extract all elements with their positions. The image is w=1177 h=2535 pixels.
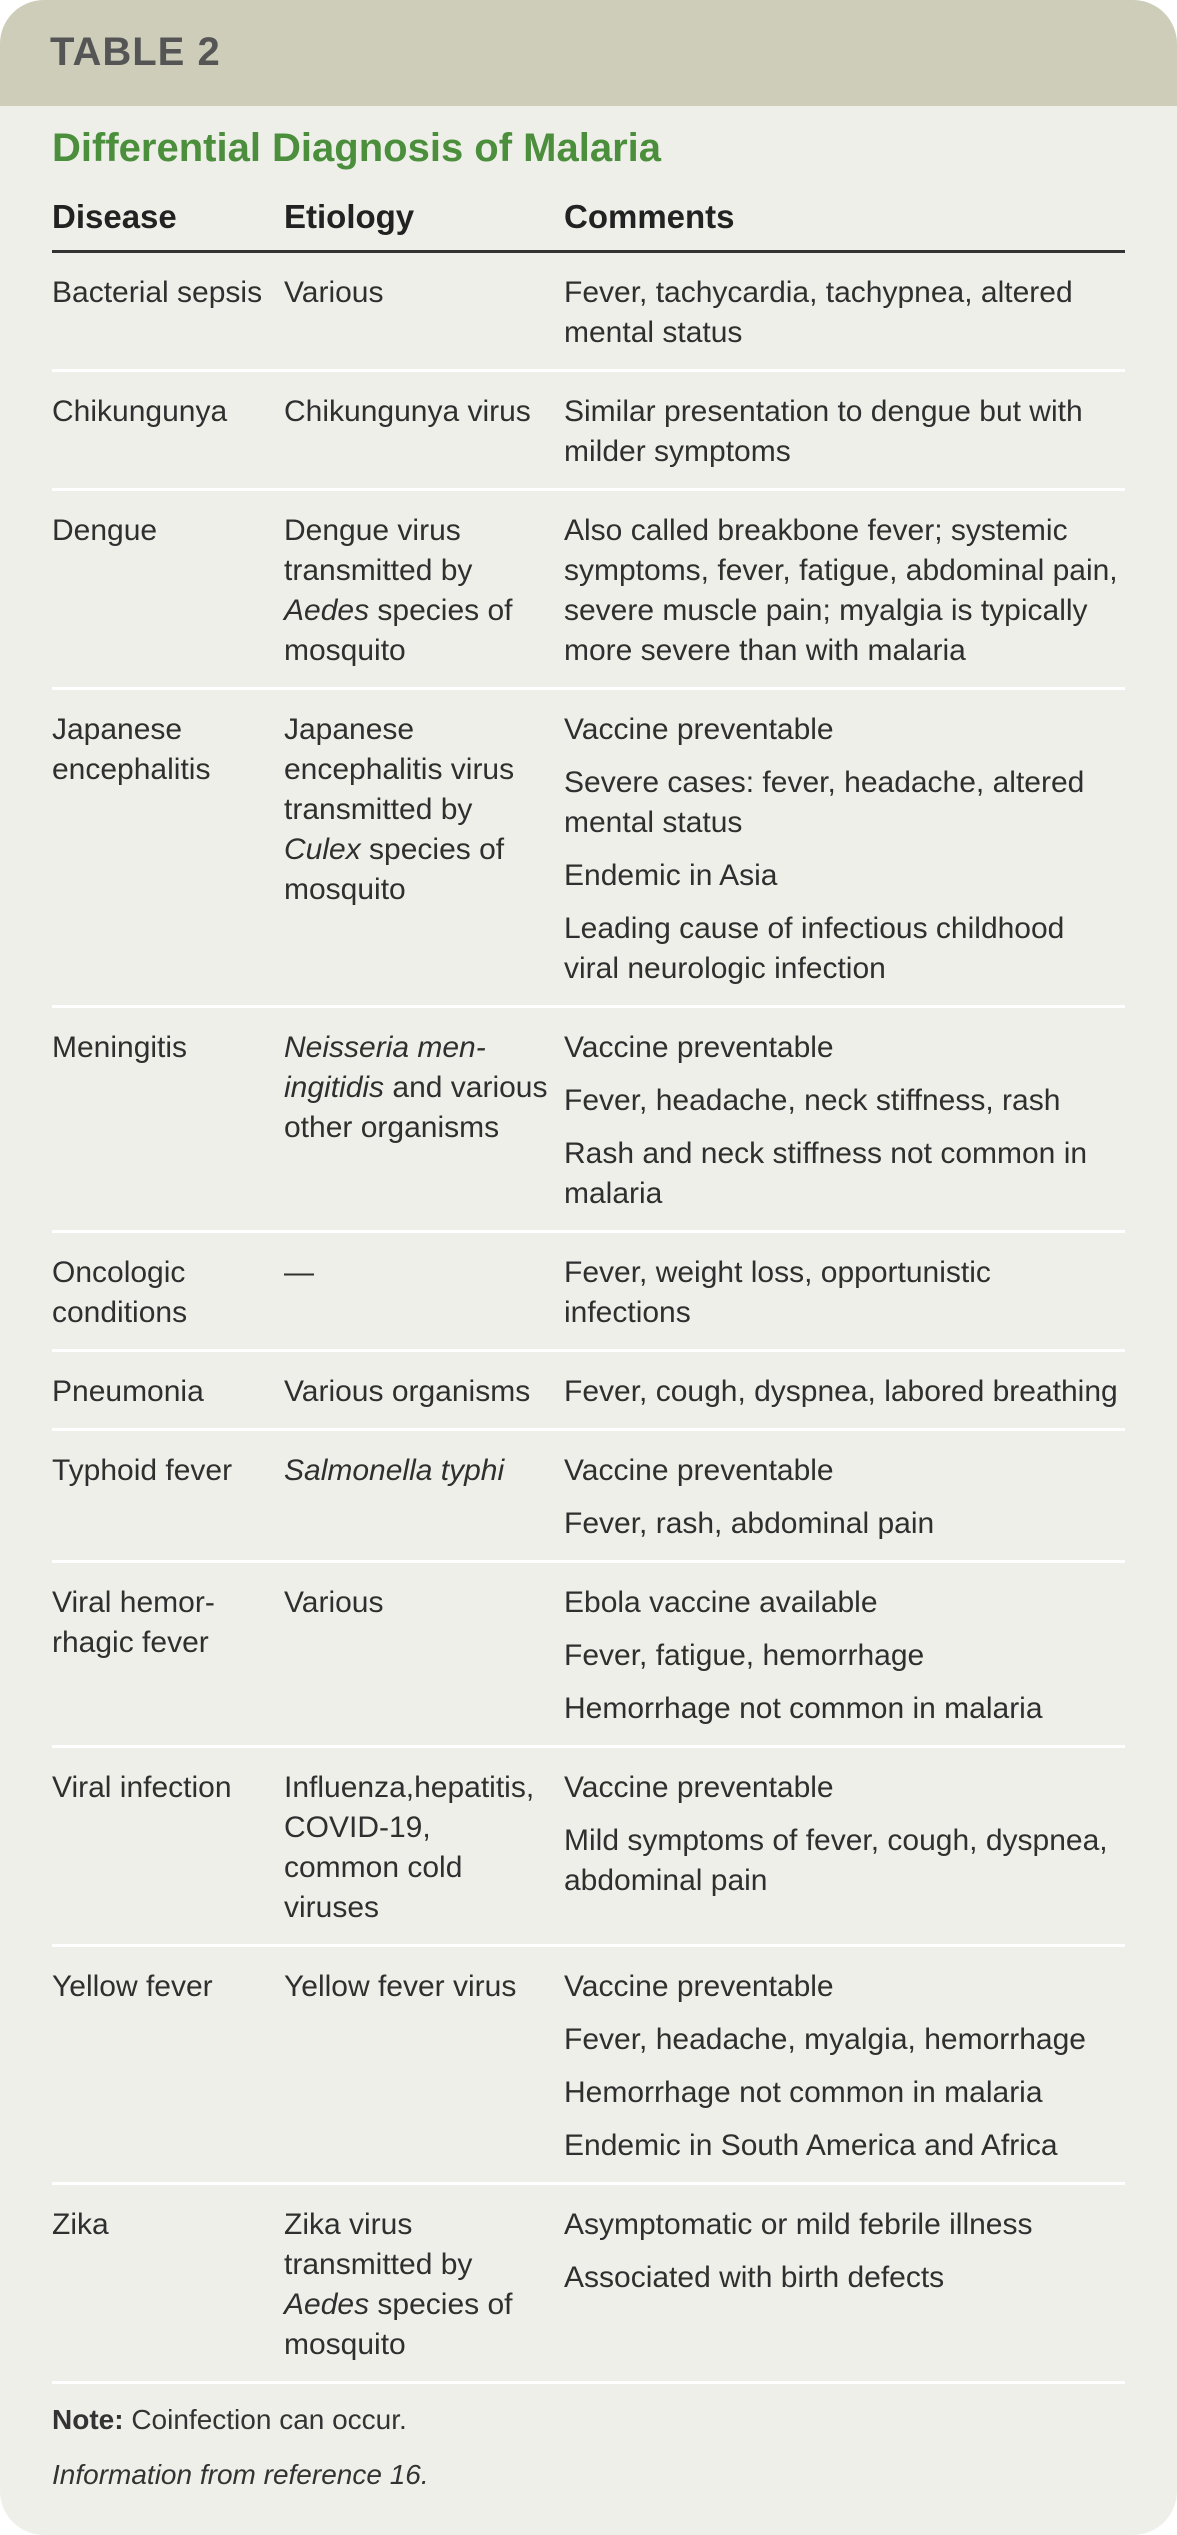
cell-etiology [284,273,564,353]
cell-comments [564,1967,1125,2166]
comment-line: Endemic in South America and Africa [564,2129,1058,2162]
comment-line: Associated with birth defects [564,2261,945,2294]
cell-comments [564,1028,1125,1214]
table-row [52,253,1125,372]
etiology-text: — [284,1256,314,1289]
table-row [52,372,1125,491]
comment-line: Vaccine preventable [564,1454,834,1487]
comment-line: Fever, headache, neck stiffness, rash [564,1084,1061,1117]
cell-comments [564,1451,1125,1544]
comment-line: Vaccine preventable [564,1771,834,1804]
column-header-etiology: Etiology [284,198,415,235]
cell-comments [564,1372,1125,1412]
header-band [0,0,1177,106]
cell-disease: Viral infection [52,1771,232,1804]
table-header-row [52,190,1125,253]
column-header-disease: Disease [52,198,177,235]
cell-etiology [284,710,564,989]
table-body [52,253,1125,2384]
cell-comments [564,511,1125,671]
etiology-text: species of mosquito [284,833,505,906]
cell-etiology [284,1451,564,1544]
comment-line: Fever, cough, dyspnea, labored breathing [564,1375,1118,1408]
cell-comments [564,2205,1125,2365]
cell-comments [564,1768,1125,1928]
cell-disease: Oncologic conditions [52,1256,188,1329]
table-label: TABLE 2 [50,30,221,74]
table [52,190,1125,2384]
etiology-text: species of mosquito [284,594,513,667]
table-row [52,491,1125,690]
comment-line: Vaccine preventable [564,1970,834,2003]
etiology-text: species of mosquito [284,2288,513,2361]
cell-etiology [284,511,564,671]
cell-disease: Chikungunya [52,395,228,428]
comment-line: Leading cause of infectious childhood viral neurologic infection [564,912,1065,985]
cell-comments [564,273,1125,353]
comment-line: Vaccine preventable [564,1031,834,1064]
etiology-italic-text: Culex [284,833,361,866]
etiology-text: and various other organisms [284,1071,548,1144]
table-row [52,1563,1125,1748]
cell-etiology [284,1583,564,1729]
cell-comments [564,1253,1125,1333]
etiology-text: Various organisms [284,1375,531,1408]
comment-line: Vaccine preventable [564,713,834,746]
cell-comments [564,392,1125,472]
comment-line: Fever, headache, myalgia, hemorrhage [564,2023,1086,2056]
etiology-italic-text: Aedes [284,594,370,627]
cell-disease: Dengue [52,514,158,547]
table-title: Differential Diagnosis of Malaria [52,126,662,170]
etiology-text: Influenza,hepatitis, COVID-19, common cold viruses [284,1771,535,1924]
comment-line: Fever, tachycardia, tachypnea, altered mental status [564,276,1073,349]
table-row [52,1233,1125,1352]
cell-etiology [284,392,564,472]
footnote-label: Note: [52,2404,124,2435]
table-row [52,2185,1125,2384]
comment-line: Also called breakbone fever; systemic symptoms, fever, fatigue, abdominal pain, severe muscle pain; myalgia is typically more severe than with malaria [564,514,1118,667]
cell-disease: Meningitis [52,1031,188,1064]
comment-line: Rash and neck stiffness not common in malaria [564,1137,1088,1210]
cell-etiology [284,1372,564,1412]
table-row [52,1352,1125,1431]
etiology-text: Zika virus transmitted by [284,2208,473,2281]
cell-comments [564,710,1125,989]
cell-etiology [284,1028,564,1214]
etiology-text: Various [284,1586,384,1619]
cell-etiology [284,1253,564,1333]
source-note: Information from reference 16. [52,2459,429,2490]
footnote [52,2404,407,2436]
comment-line: Hemorrhage not common in malaria [564,1692,1043,1725]
comment-line: Mild symptoms of fever, cough, dyspnea, abdominal pain [564,1824,1108,1897]
cell-comments [564,1583,1125,1729]
comment-line: Ebola vaccine available [564,1586,878,1619]
cell-etiology [284,1768,564,1928]
etiology-text: Various [284,276,384,309]
cell-disease: Japanese encephalitis [52,713,211,786]
comment-line: Endemic in Asia [564,859,778,892]
cell-disease: Zika [52,2208,109,2241]
cell-disease: Pneumonia [52,1375,204,1408]
cell-disease: Typhoid fever [52,1454,233,1487]
column-header-comments: Comments [564,198,735,235]
etiology-text: Yellow fever virus [284,1970,517,2003]
etiology-text: Japanese encephalitis virus transmitted by [284,713,515,826]
cell-etiology [284,1967,564,2166]
table-row [52,1748,1125,1947]
table-row [52,1431,1125,1563]
cell-etiology [284,2205,564,2365]
etiology-italic-text: Neisseria meningitidis [284,1031,486,1104]
table-row [52,1947,1125,2185]
comment-line: Fever, rash, abdominal pain [564,1507,935,1540]
etiology-text: Dengue virus transmitted by [284,514,473,587]
cell-disease: Yellow fever [52,1970,213,2003]
footnote-text: Coinfection can occur. [123,2404,407,2435]
comment-line: Hemorrhage not common in malaria [564,2076,1043,2109]
cell-disease: Viral hemorrhagic fever [52,1586,215,1659]
comment-line: Asymptomatic or mild febrile illness [564,2208,1033,2241]
table-row [52,690,1125,1008]
table-row [52,1008,1125,1233]
etiology-text: Chikungunya virus [284,395,531,428]
comment-line: Fever, weight loss, opportunistic infections [564,1256,991,1329]
comment-line: Similar presentation to dengue but with milder symptoms [564,395,1083,468]
etiology-italic-text: Aedes [284,2288,370,2321]
comment-line: Severe cases: fever, headache, altered mental status [564,766,1085,839]
cell-disease: Bacterial sepsis [52,276,263,309]
comment-line: Fever, fatigue, hemorrhage [564,1639,925,1672]
etiology-italic-text: Salmonella typhi [284,1454,505,1487]
